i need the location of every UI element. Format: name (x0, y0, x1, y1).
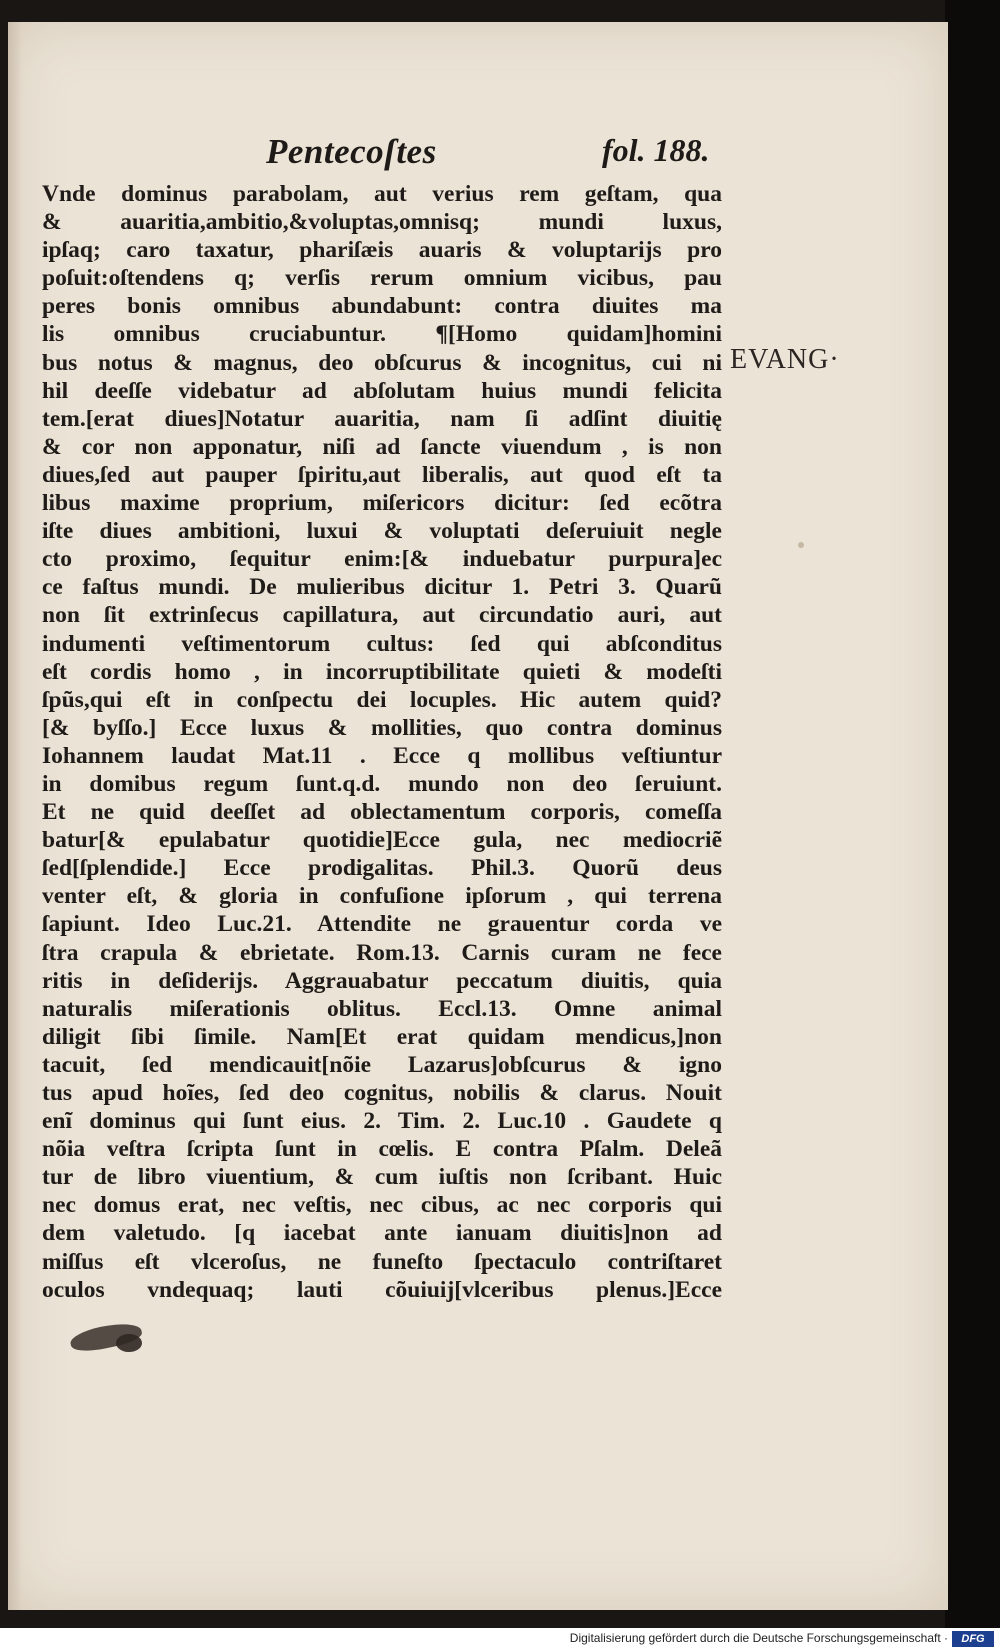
text-line: ce faſtus mundi. De mulieribus dicitur 1. Petri 3. Quarũ (42, 574, 722, 601)
text-line: ſapiunt. Ideo Luc.21. Attendite ne grauentur corda ve (42, 911, 722, 938)
text-body (42, 180, 722, 1304)
text-line: non ſit extrinſecus capillatura, aut circundatio auri, aut (42, 602, 722, 629)
text-line: lis omnibus cruciabuntur. ¶[Homo quidam]homini (42, 321, 722, 348)
text-line: nõia veſtra ſcripta ſunt in cœlis. E contra Pſalm. Deleã (42, 1136, 722, 1163)
text-line: diues,ſed aut pauper ſpiritu,aut liberalis, aut quod eſt ta (42, 461, 722, 488)
text-line: diligit ſibi ſimile. Nam[Et erat quidam mendicus,]non (42, 1023, 722, 1050)
text-line: indumenti veſtimentorum cultus: ſed qui abſconditus (42, 630, 722, 657)
text-line: tur de libro viuentium, & cum iuſtis non ſcribant. Huic (42, 1164, 722, 1191)
text-line: libus maxime proprium, miſericors dicitur: ſed ecõtra (42, 490, 722, 517)
text-line: ipſaq; caro taxatur, phariſæis auaris & voluptarijs pro (42, 237, 722, 264)
paper-stain (798, 542, 804, 548)
text-line: batur[& epulabatur quotidie]Ecce gula, nec mediocriẽ (42, 827, 722, 854)
text-line: ſtra crapula & ebrietate. Rom.13. Carnis curam ne fece (42, 939, 722, 966)
text-line: poſuit:oſtendens q; verſis rerum omnium vicibus, pau (42, 265, 722, 292)
text-line: bus notus & magnus, deo obſcurus & incognitus, cui ni (42, 349, 722, 376)
page-gutter-shadow (8, 22, 22, 1610)
text-line: Et ne quid deeſſet ad oblectamentum corporis, comeſſa (42, 799, 722, 826)
text-line: enĩ dominus qui ſunt eius. 2. Tim. 2. Luc.10 . Gaudete q (42, 1108, 722, 1135)
text-line: dem valetudo. [q iacebat ante ianuam diuitis]non ad (42, 1220, 722, 1247)
funding-credit: Digitalisierung gefördert durch die Deutsche Forschungsgemeinschaft · (569, 1631, 948, 1645)
text-line: tacuit, ſed mendicauit[nõie Lazarus]obſcurus & igno (42, 1051, 722, 1078)
text-line: cto proximo, ſequitur enim:[& induebatur purpura]ec (42, 546, 722, 573)
text-line: tus apud hoĩes, ſed deo cognitus, nobilis & clarus. Nouit (42, 1080, 722, 1106)
text-line: Vnde dominus parabolam, aut verius rem geſtam, qua (42, 181, 722, 207)
text-line: venter eſt, & gloria in confuſione ipſorum , qui terrena (42, 883, 722, 910)
scan-background-right (945, 0, 1000, 1651)
text-line: miſſus eſt vlceroſus, ne funeſto ſpectaculo contriſtaret (42, 1248, 722, 1275)
text-line: iſte diues ambitioni, luxui & voluptati deſeruiuit negle (42, 518, 722, 545)
digitization-footer (0, 1628, 1000, 1651)
text-line: nec domus erat, nec veſtis, nec cibus, ac nec corporis qui (42, 1192, 722, 1219)
text-line: & cor non apponatur, niſi ad ſancte viuendum , is non (42, 433, 722, 460)
ink-smudge (116, 1334, 142, 1352)
text-line: ritis in deſiderijs. Aggrauabatur peccatum diuitis, quia (42, 967, 722, 994)
book-page (8, 22, 948, 1610)
text-line: Iohannem laudat Mat.11 . Ecce q mollibus veſtiuntur (42, 742, 722, 769)
text-line: [& byſſo.] Ecce luxus & mollities, quo contra dominus (42, 714, 722, 741)
text-line: oculos vndequaq; lauti cõuiuij[vlceribus plenus.]Ecce (42, 1276, 722, 1303)
text-line: hil deeſſe videbatur ad abſolutam huius mundi felicita (42, 377, 722, 404)
text-line: naturalis miſerationis oblitus. Eccl.13. Omne animal (42, 995, 722, 1022)
text-line: tem.[erat diues]Notatur auaritia, nam ſi adſint diuitię (42, 405, 722, 432)
dfg-logo-icon: DFG (952, 1631, 994, 1647)
folio-number: fol. 188. (602, 132, 710, 168)
text-line: & auaritia,ambitio,&voluptas,omnisq; mundi luxus, (42, 209, 722, 236)
running-title: Pentecoſtes (266, 132, 437, 171)
margin-note: EVANG· (730, 344, 840, 375)
text-line: ſed[ſplendide.] Ecce prodigalitas. Phil.3. Quorũ deus (42, 855, 722, 882)
text-line: peres bonis omnibus abundabunt: contra diuites ma (42, 293, 722, 320)
text-line: eſt cordis homo , in incorruptibilitate quieti & modeſti (42, 658, 722, 685)
text-line: in domibus regum ſunt.q.d. mundo non deo ſeruiunt. (42, 770, 722, 797)
text-line: ſpũs,qui eſt in conſpectu dei locuples. Hic autem quid? (42, 686, 722, 713)
page-header (8, 132, 728, 172)
